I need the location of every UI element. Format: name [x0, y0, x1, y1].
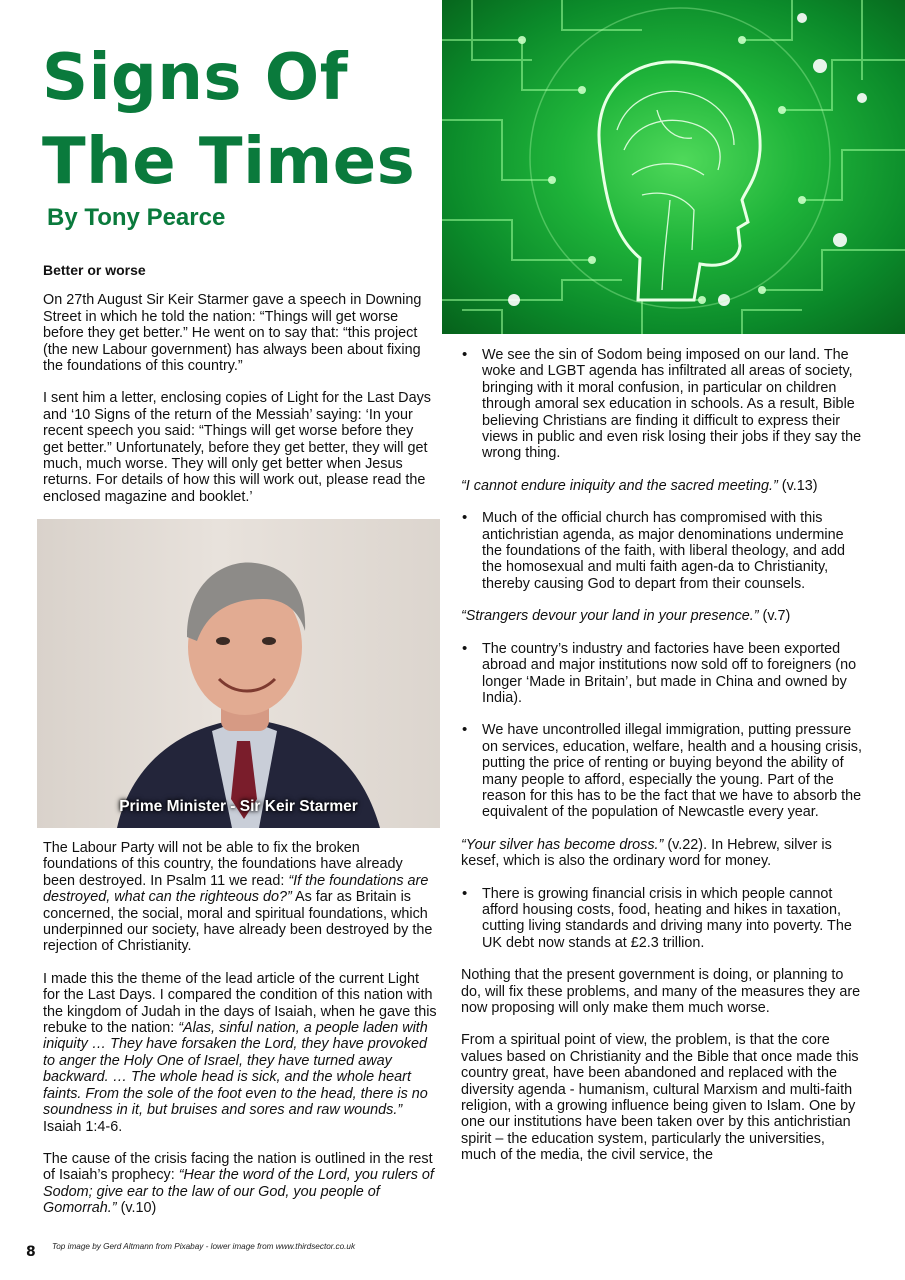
list-item: • We see the sin of Sodom being imposed on our land. The woke and LGBT agenda has infiltrated all areas of society, bringing with it moral confusion, in particular on children through amoral sex education in schools. As a result, Bible believing Christians are finding it difficult to express their views in public and even risk losing their jobs if they say the wrong thing. — [461, 347, 863, 462]
paragraph: I sent him a letter, enclosing copies of Light for the Last Days and ‘10 Signs of the return of the Messiah’ saying: ‘In your recent speech you said: “Things will get worse before they get better.” Unfortunately, before they get better, they will get much, much worse. They will only get better when Jesus returns. For details of how this will work out, please read the enclosed magazine and booklet.’ — [43, 390, 431, 505]
paragraph: From a spiritual point of view, the problem, is that the core values based on Christianity and the Bible that once made this country great, have been abandoned and replaced with the diversity agenda - humanism, cultural Marxism and multi-faith religion, with a growing influence being given to Islam. One by one our institutions have been taken over by this antichristian spirit – the education system, particularly the universities, much of the media, the civil service, the — [461, 1032, 859, 1164]
bullet-list — [461, 347, 863, 462]
text: The Labour Party will not be able to fix the broken foundations of this country, the foundations have already been destroyed. In Psalm 11 we read: — [43, 840, 403, 889]
list-item: • The country’s industry and factories have been exported abroad and major institutions now sold off to foreigners (no longer ‘Made in Britain’, but made in China and owned by India). — [461, 641, 863, 707]
right-column — [461, 347, 863, 1180]
image-credit: Top image by Gerd Altmann from Pixabay - lower image from www.thirdsector.co.uk — [52, 1242, 356, 1251]
scripture-reference: Isaiah 1:4-6. — [43, 1118, 123, 1135]
portrait-illustration — [37, 519, 440, 828]
quote-text: “Your silver has become dross.” — [461, 836, 664, 853]
paragraph: Nothing that the present government is doing, or planning to do, will fix these problems, and many of the measures they are now proposing will only make them much worse. — [461, 967, 861, 1016]
circuit-brain-illustration — [442, 0, 905, 334]
paragraph: On 27th August Sir Keir Starmer gave a speech in Downing Street in which he told the nation: “Things will get worse before they get better.” He went on to say that: “this project (the new Labour government) has always been about fixing the foundations of this country.” — [43, 292, 422, 375]
paragraph — [43, 840, 437, 955]
bullet-list — [461, 510, 863, 592]
scripture-quote — [461, 478, 863, 494]
article-title-line-1: Signs Of — [42, 41, 349, 115]
bullet-list — [461, 641, 863, 821]
photo-caption: Prime Minister - Sir Keir Starmer — [119, 798, 358, 815]
left-column-top — [43, 262, 437, 521]
text: The cause of the crisis facing the nation is outlined in the rest of Isaiah’s prophecy: — [43, 1150, 433, 1184]
text: I made this the theme of the lead article of the current Light for the Last Days. I compared the condition of this nation with the kingdom of Judah in the days of Isaiah, when he gave this rebuke to the nation: — [43, 970, 437, 1037]
list-item: • Much of the official church has compromised with this antichristian agenda, as major denominations undermine the foundations of the faith, with liberal theology, and add the homosexual and multi faith agen-da to Christianity, thereby causing God to depart from their counsels. — [461, 510, 863, 592]
hero-image-circuit-brain — [442, 0, 905, 334]
paragraph — [43, 971, 437, 1135]
quote-text: “I cannot endure iniquity and the sacred meeting.” — [461, 477, 778, 494]
text: As far as Britain is concerned, the social, moral and spiritual foundations, which underpinned our society, have already been destroyed by the rejection of Christianity. — [43, 889, 433, 955]
quote-text: “Strangers devour your land in your presence.” — [461, 608, 759, 625]
scripture-quote: “Hear the word of the Lord, you rulers of Sodom; give ear to the law of our God, you people of Gomorrah.” — [43, 1167, 434, 1217]
paragraph — [43, 1151, 437, 1217]
scripture-quote: “Alas, sinful nation, a people laden with iniquity … They have forsaken the Lord, they have provoked to anger the Holy One of Israel, they have turned away backward. … The whole head is sick, and the whole heart faints. From the sole of the foot even to the head, there is no soundness in it, but bruises and sores and raw wounds.” — [43, 1020, 428, 1119]
article-title-line-2: The Times — [42, 125, 416, 199]
section-subhead: Better or worse — [43, 262, 146, 278]
scripture-quote — [461, 608, 863, 624]
article-title — [42, 36, 442, 204]
byline: By Tony Pearce — [47, 204, 226, 231]
quote-commentary: (v.22). In Hebrew, silver is kesef, which is also the ordinary word for money. — [461, 836, 832, 870]
bullet-list — [461, 886, 863, 952]
list-item: • We have uncontrolled illegal immigration, putting pressure on services, education, welfare, health and a housing crisis, putting the price of renting or buying beyond the ability of many people to afford, especially the young. Part of the reason for this has to be the fact that we have to absorb the equivalent of the population of Newcastle every year. — [461, 722, 863, 820]
scripture-reference: (v.13) — [777, 477, 818, 494]
list-item: • There is growing financial crisis in which people cannot afford housing costs, food, heating and hikes in taxation, cutting living standards and driving many into poverty. The UK debt now stands at £2.3 trillion. — [461, 886, 863, 952]
scripture-reference: (v.7) — [758, 608, 791, 625]
scripture-quote — [461, 837, 863, 870]
page-number: 8 — [26, 1244, 36, 1260]
prime-minister-photo — [37, 519, 440, 828]
scripture-quote: “If the foundations are destroyed, what can the righteous do?” — [43, 872, 429, 906]
left-column-bottom — [43, 840, 437, 1233]
scripture-reference: (v.10) — [116, 1200, 157, 1217]
